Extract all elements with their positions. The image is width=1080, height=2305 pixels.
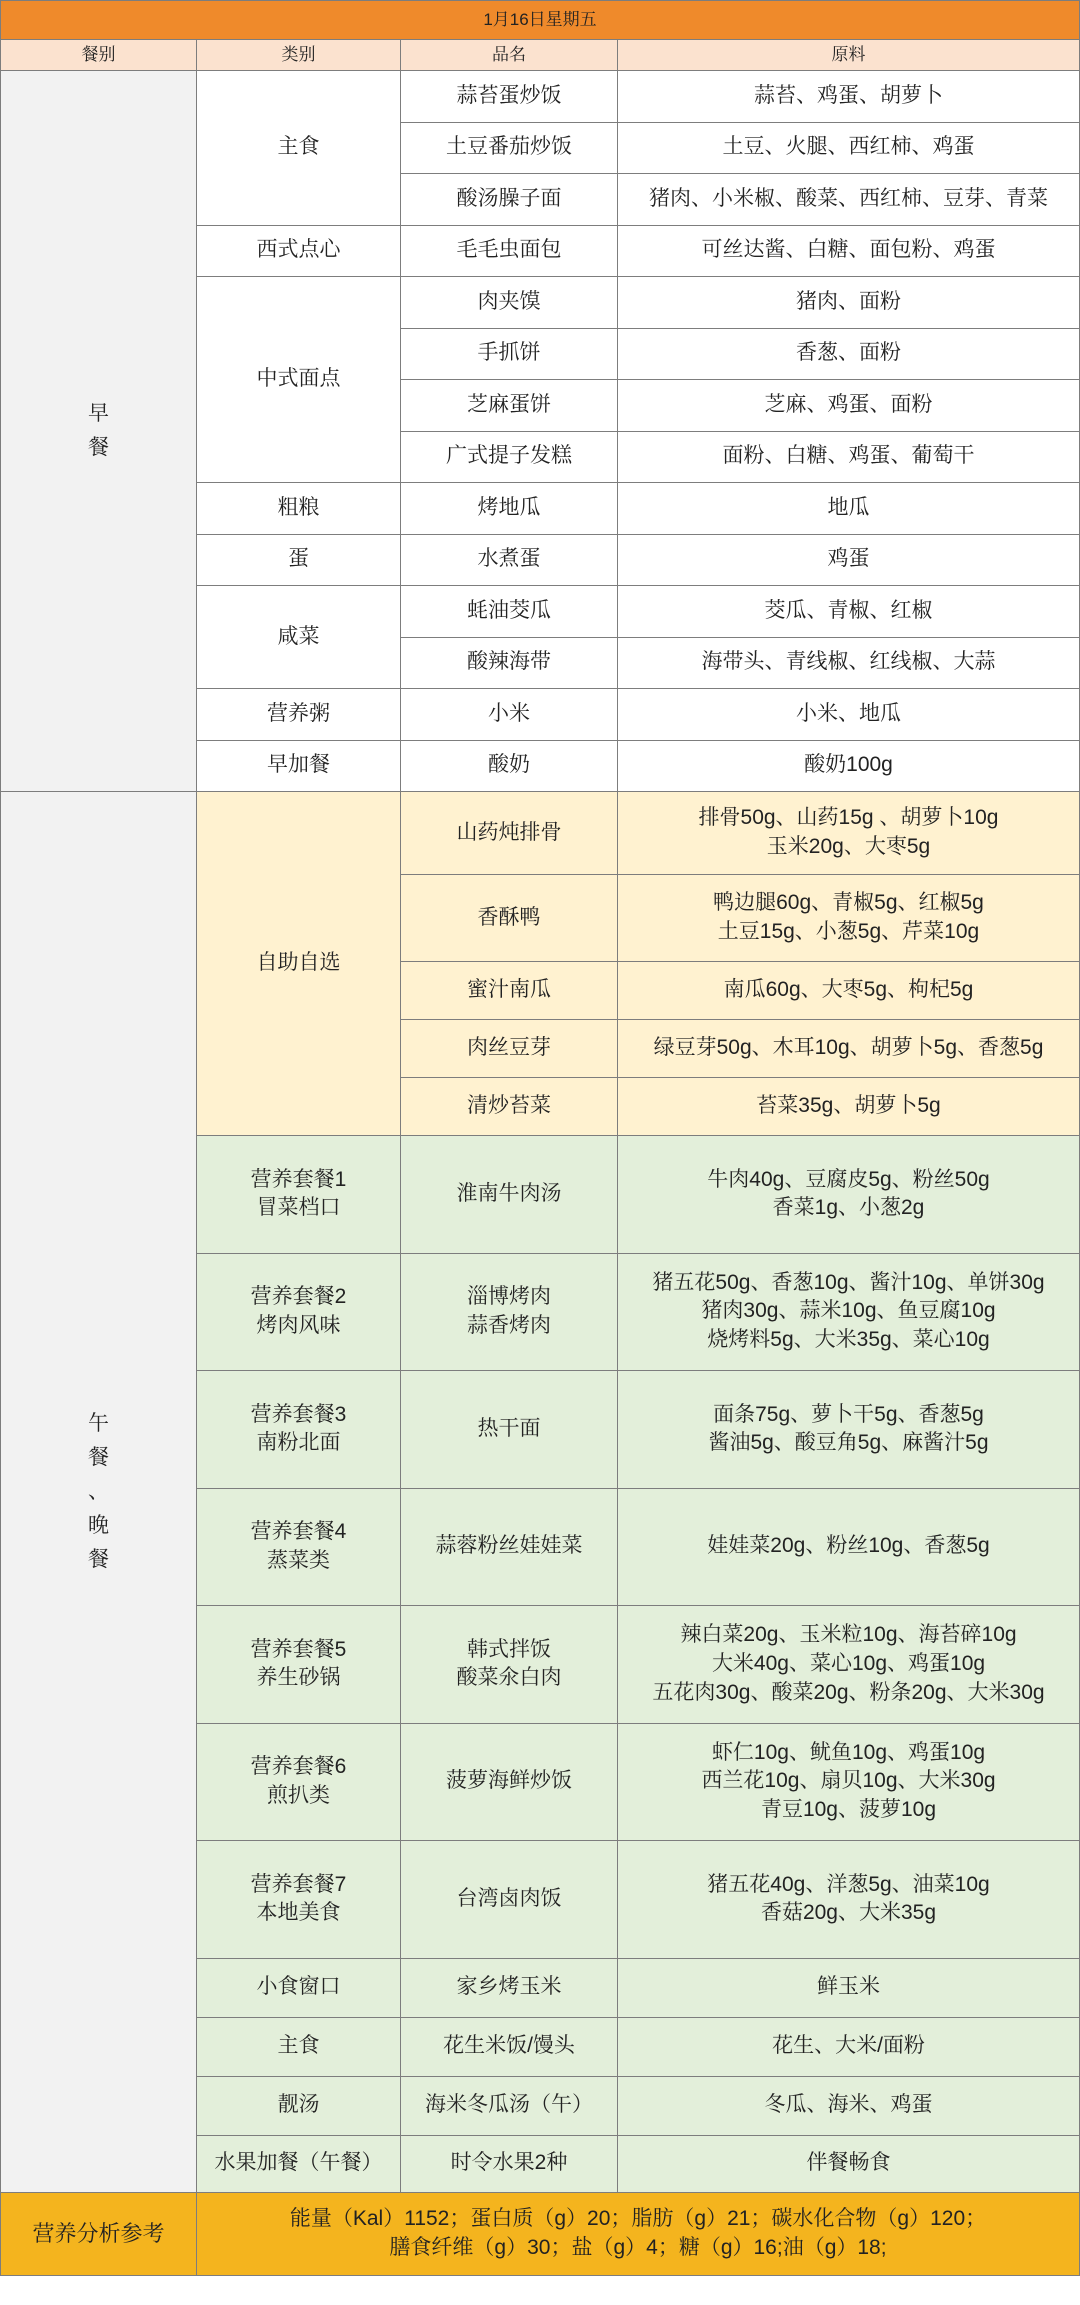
dish-name: 手抓饼 — [401, 329, 618, 381]
dish-ingredients: 牛肉40g、豆腐皮5g、粉丝50g 香菜1g、小葱2g — [618, 1136, 1080, 1254]
dish-name: 芝麻蛋饼 — [401, 380, 618, 432]
dish-ingredients: 可丝达酱、白糖、面包粉、鸡蛋 — [618, 226, 1080, 278]
dish-ingredients: 面粉、白糖、鸡蛋、葡萄干 — [618, 432, 1080, 484]
dish-name: 蒜蓉粉丝娃娃菜 — [401, 1489, 618, 1607]
dish-ingredients: 鲜玉米 — [618, 1959, 1080, 2018]
dish-name: 酸辣海带 — [401, 638, 618, 690]
header-dish: 品名 — [401, 40, 618, 71]
dish-name: 台湾卤肉饭 — [401, 1841, 618, 1959]
category-name: 水果加餐（午餐） — [197, 2136, 401, 2193]
category-name: 营养套餐6 煎扒类 — [197, 1724, 401, 1842]
dish-ingredients: 伴餐畅食 — [618, 2136, 1080, 2193]
dish-ingredients: 茭瓜、青椒、红椒 — [618, 586, 1080, 638]
header-category: 类别 — [197, 40, 401, 71]
dish-ingredients: 面条75g、萝卜干5g、香葱5g 酱油5g、酸豆角5g、麻酱汁5g — [618, 1371, 1080, 1489]
category-name: 营养粥 — [197, 689, 401, 741]
header-meal: 餐别 — [0, 40, 197, 71]
dish-name: 烤地瓜 — [401, 483, 618, 535]
dish-ingredients: 南瓜60g、大枣5g、枸杞5g — [618, 962, 1080, 1020]
dish-name: 蒜苔蛋炒饭 — [401, 71, 618, 123]
dish-ingredients: 地瓜 — [618, 483, 1080, 535]
dish-name: 时令水果2种 — [401, 2136, 618, 2193]
dish-name: 蚝油茭瓜 — [401, 586, 618, 638]
dish-name: 家乡烤玉米 — [401, 1959, 618, 2018]
dish-ingredients: 绿豆芽50g、木耳10g、胡萝卜5g、香葱5g — [618, 1020, 1080, 1078]
category-name: 小食窗口 — [197, 1959, 401, 2018]
dish-name: 蜜汁南瓜 — [401, 962, 618, 1020]
dish-name: 韩式拌饭 酸菜氽白肉 — [401, 1606, 618, 1724]
dish-ingredients: 蒜苔、鸡蛋、胡萝卜 — [618, 71, 1080, 123]
category-name: 营养套餐5 养生砂锅 — [197, 1606, 401, 1724]
dish-ingredients: 芝麻、鸡蛋、面粉 — [618, 380, 1080, 432]
dish-name: 土豆番茄炒饭 — [401, 123, 618, 175]
nutrition-values: 能量（Kal）1152；蛋白质（g）20；脂肪（g）21；碳水化合物（g）120； 膳食纤维（g）30；盐（g）4；糖（g）16;油（g）18; — [197, 2193, 1080, 2276]
dish-name: 花生米饭/馒头 — [401, 2018, 618, 2077]
dish-name: 肉丝豆芽 — [401, 1020, 618, 1078]
dish-name: 肉夹馍 — [401, 277, 618, 329]
category-name: 咸菜 — [197, 586, 401, 689]
dish-name: 淄博烤肉 蒜香烤肉 — [401, 1254, 618, 1372]
category-name: 靓汤 — [197, 2077, 401, 2136]
dish-ingredients: 冬瓜、海米、鸡蛋 — [618, 2077, 1080, 2136]
dish-name: 小米 — [401, 689, 618, 741]
category-name: 营养套餐2 烤肉风味 — [197, 1254, 401, 1372]
dish-ingredients: 排骨50g、山药15g 、胡萝卜10g 玉米20g、大枣5g — [618, 792, 1080, 875]
dish-ingredients: 香葱、面粉 — [618, 329, 1080, 381]
dish-name: 清炒苔菜 — [401, 1078, 618, 1136]
dish-ingredients: 花生、大米/面粉 — [618, 2018, 1080, 2077]
category-name: 粗粮 — [197, 483, 401, 535]
category-name: 自助自选 — [197, 792, 401, 1136]
dish-ingredients: 猪肉、面粉 — [618, 277, 1080, 329]
dish-ingredients: 猪五花50g、香葱10g、酱汁10g、单饼30g 猪肉30g、蒜米10g、鱼豆腐10g 烧烤料5g、大米35g、菜心10g — [618, 1254, 1080, 1372]
dish-ingredients: 猪五花40g、洋葱5g、油菜10g 香菇20g、大米35g — [618, 1841, 1080, 1959]
dish-name: 酸汤臊子面 — [401, 174, 618, 226]
category-name: 早加餐 — [197, 741, 401, 793]
category-name: 营养套餐1 冒菜档口 — [197, 1136, 401, 1254]
header-ingredients: 原料 — [618, 40, 1080, 71]
dish-ingredients: 土豆、火腿、西红柿、鸡蛋 — [618, 123, 1080, 175]
dish-name: 香酥鸭 — [401, 875, 618, 962]
category-name: 营养套餐3 南粉北面 — [197, 1371, 401, 1489]
menu-date-title: 1月16日星期五 — [0, 0, 1080, 40]
dish-ingredients: 鸭边腿60g、青椒5g、红椒5g 土豆15g、小葱5g、芹菜10g — [618, 875, 1080, 962]
dish-name: 酸奶 — [401, 741, 618, 793]
dish-ingredients: 娃娃菜20g、粉丝10g、香葱5g — [618, 1489, 1080, 1607]
category-name: 中式面点 — [197, 277, 401, 483]
dish-ingredients: 猪肉、小米椒、酸菜、西红柿、豆芽、青菜 — [618, 174, 1080, 226]
dish-name: 海米冬瓜汤（午） — [401, 2077, 618, 2136]
dish-ingredients: 苔菜35g、胡萝卜5g — [618, 1078, 1080, 1136]
dish-name: 山药炖排骨 — [401, 792, 618, 875]
dish-name: 菠萝海鲜炒饭 — [401, 1724, 618, 1842]
meal-breakfast: 早 餐 — [0, 71, 197, 792]
dish-ingredients: 虾仁10g、鱿鱼10g、鸡蛋10g 西兰花10g、扇贝10g、大米30g 青豆10g、菠萝10g — [618, 1724, 1080, 1842]
dish-name: 广式提子发糕 — [401, 432, 618, 484]
category-name: 主食 — [197, 71, 401, 226]
dish-name: 热干面 — [401, 1371, 618, 1489]
dish-ingredients: 鸡蛋 — [618, 535, 1080, 587]
category-name: 蛋 — [197, 535, 401, 587]
meal-lunch-dinner: 午 餐 、 晚 餐 — [0, 792, 197, 2193]
category-name: 营养套餐4 蒸菜类 — [197, 1489, 401, 1607]
dish-ingredients: 小米、地瓜 — [618, 689, 1080, 741]
category-name: 主食 — [197, 2018, 401, 2077]
dish-ingredients: 酸奶100g — [618, 741, 1080, 793]
dish-name: 毛毛虫面包 — [401, 226, 618, 278]
category-name: 西式点心 — [197, 226, 401, 278]
category-name: 营养套餐7 本地美食 — [197, 1841, 401, 1959]
dish-ingredients: 辣白菜20g、玉米粒10g、海苔碎10g 大米40g、菜心10g、鸡蛋10g 五花肉30g、酸菜20g、粉条20g、大米30g — [618, 1606, 1080, 1724]
dish-name: 水煮蛋 — [401, 535, 618, 587]
dish-ingredients: 海带头、青线椒、红线椒、大蒜 — [618, 638, 1080, 690]
dish-name: 淮南牛肉汤 — [401, 1136, 618, 1254]
nutrition-label: 营养分析参考 — [0, 2193, 197, 2276]
